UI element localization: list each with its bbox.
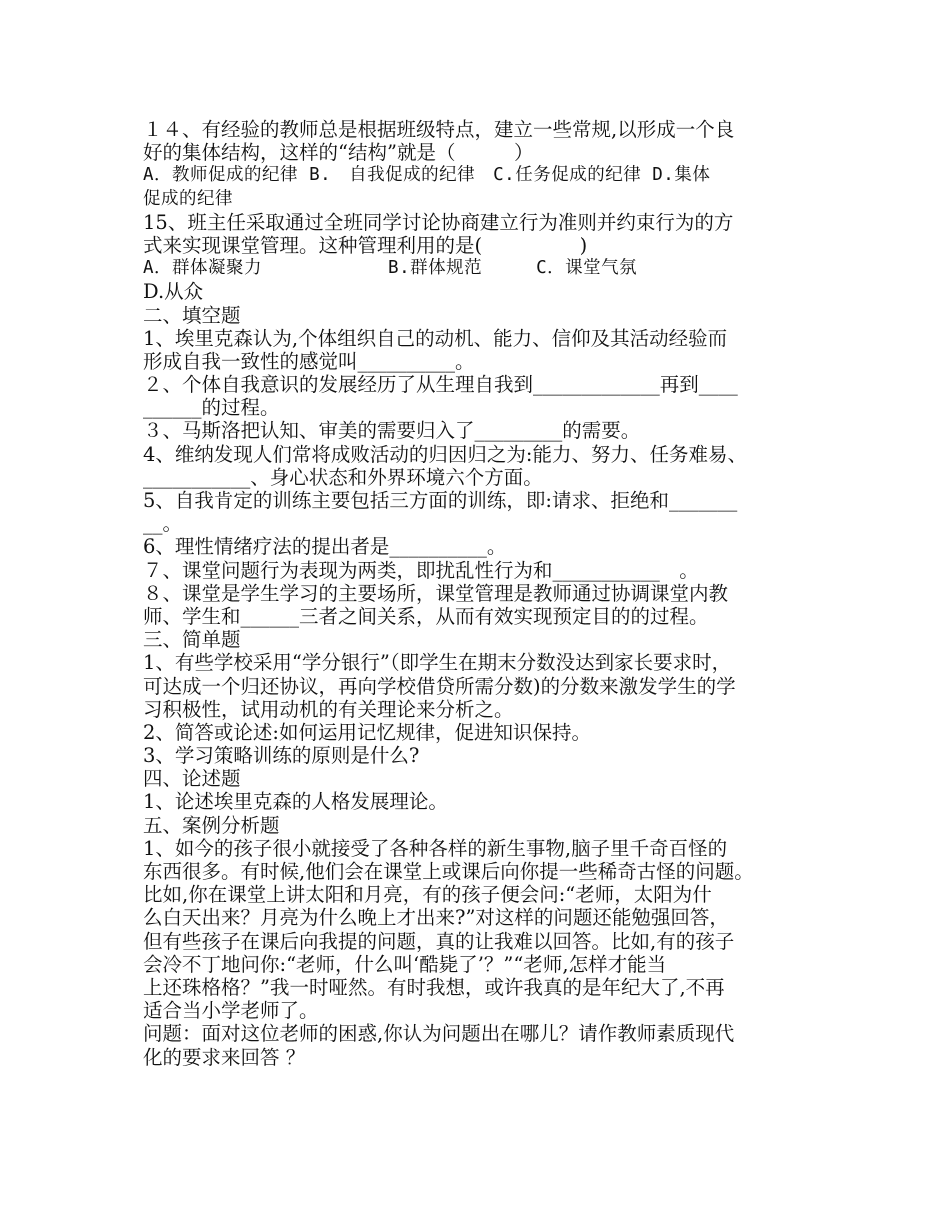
text-line: 师、学生和______三者之间关系，从而有效实现预定目的的过程。 (143, 604, 709, 628)
text-line: 2、简答或论述:如何运用记忆规律，促进知识保持。 (143, 720, 591, 744)
text-line: 4、维纳发现人们常将成败活动的归因归之为:能力、努力、任务难易、 (143, 442, 747, 466)
text-line: D.从众 (143, 280, 204, 304)
text-line: 东西很多。有时候,他们会在课堂上或课后向你提一些稀奇古怪的问题。 (143, 860, 754, 883)
text-line: 适合当小学老师了。 (143, 999, 319, 1023)
text-line: 3、学习策略训练的原则是什么? (143, 744, 420, 768)
text-line: 可达成一个归还协议，再向学校借贷所需分数)的分数来激发学生的学 (143, 674, 736, 698)
text-line: 形成自我一致性的感觉叫__________。 (143, 349, 475, 373)
document-page (143, 118, 823, 1069)
text-line: 1、埃里克森认为,个体组织自己的动机、能力、信仰及其活动经验而 (143, 326, 728, 350)
text-line: 6、理性情绪疗法的提出者是__________。 (143, 535, 507, 559)
text-line: 1、有些学校采用“学分银行”（即学生在期末分数没达到家长要求时， (143, 651, 732, 675)
section-heading: 三、简单题 (143, 628, 241, 652)
text-line: 促成的纪律 (143, 188, 233, 209)
text-line: 习积极性，试用动机的有关理论来分析之。 (143, 697, 514, 721)
text-line: 1、如今的孩子很小就接受了各种各样的新生事物,脑子里千奇百怪的 (143, 836, 728, 860)
text-line: 化的要求来回答 ？ (143, 1045, 306, 1069)
text-line: 问题：面对这位老师的困惑,你认为问题出在哪儿？请作教师素质现代 (143, 1022, 735, 1046)
text-line: ２、个体自我意识的发展经历了从生理自我到_____________再到____ (143, 373, 738, 397)
section-heading: 二、填空题 (143, 303, 241, 327)
section-heading: 四、论述题 (143, 767, 241, 791)
text-line: ３、马斯洛把认知、审美的需要归入了_________的需要。 (143, 419, 641, 443)
text-line: 会冷不丁地问你:“老师，什么叫‘酷毙了’？”“老师,怎样才能当 (143, 952, 667, 976)
text-line: 式来实现课堂管理。这种管理利用的是( ) (143, 233, 588, 257)
text-line: ８、课堂是学生学习的主要场所，课堂管理是教师通过协调课堂内教 (143, 581, 729, 605)
text-line: ７、课堂问题行为表现为两类，即扰乱性行为和___________ 。 (143, 558, 699, 582)
text-line: __。 (143, 512, 183, 536)
text-line: １４、有经验的教师总是根据班级特点，建立一些常规,以形成一个良 (143, 118, 735, 141)
text-line: ___________、身心状态和外界环境六个方面。 (143, 465, 543, 489)
text-line: A．群体凝聚力 B.群体规范 C．课堂气氛 (143, 258, 638, 279)
text-line: 15、班主任采取通过全班同学讨论协商建立行为准则并约束行为的方 (143, 210, 734, 234)
text-line: 5、自我肯定的训练主要包括三方面的训练，即:请求、拒绝和_______ (143, 489, 738, 512)
text-line: 但有些孩子在课后向我提的问题，真的让我难以回答。比如,有的孩子 (143, 929, 735, 953)
text-line: 上还珠格格？”我一时哑然。有时我想，或许我真的是年纪大了,不再 (143, 975, 725, 999)
text-line: 比如,你在课堂上讲太阳和月亮，有的孩子便会问:“老师，太阳为什 (143, 883, 712, 907)
section-heading: 五、案例分析题 (143, 813, 280, 837)
text-line: 么白天出来？月亮为什么晚上才出来?”对这样的问题还能勉强回答， (143, 906, 729, 930)
text-line: 好的集体结构，这样的“结构”就是（ ） (143, 141, 534, 165)
text-line: 1、论述埃里克森的人格发展理论。 (143, 790, 448, 814)
text-line: A．教师促成的纪律 B. 自我促成的纪律 C.任务促成的纪律 D.集体 (143, 165, 711, 186)
text-line: ______的过程。 (143, 396, 280, 420)
